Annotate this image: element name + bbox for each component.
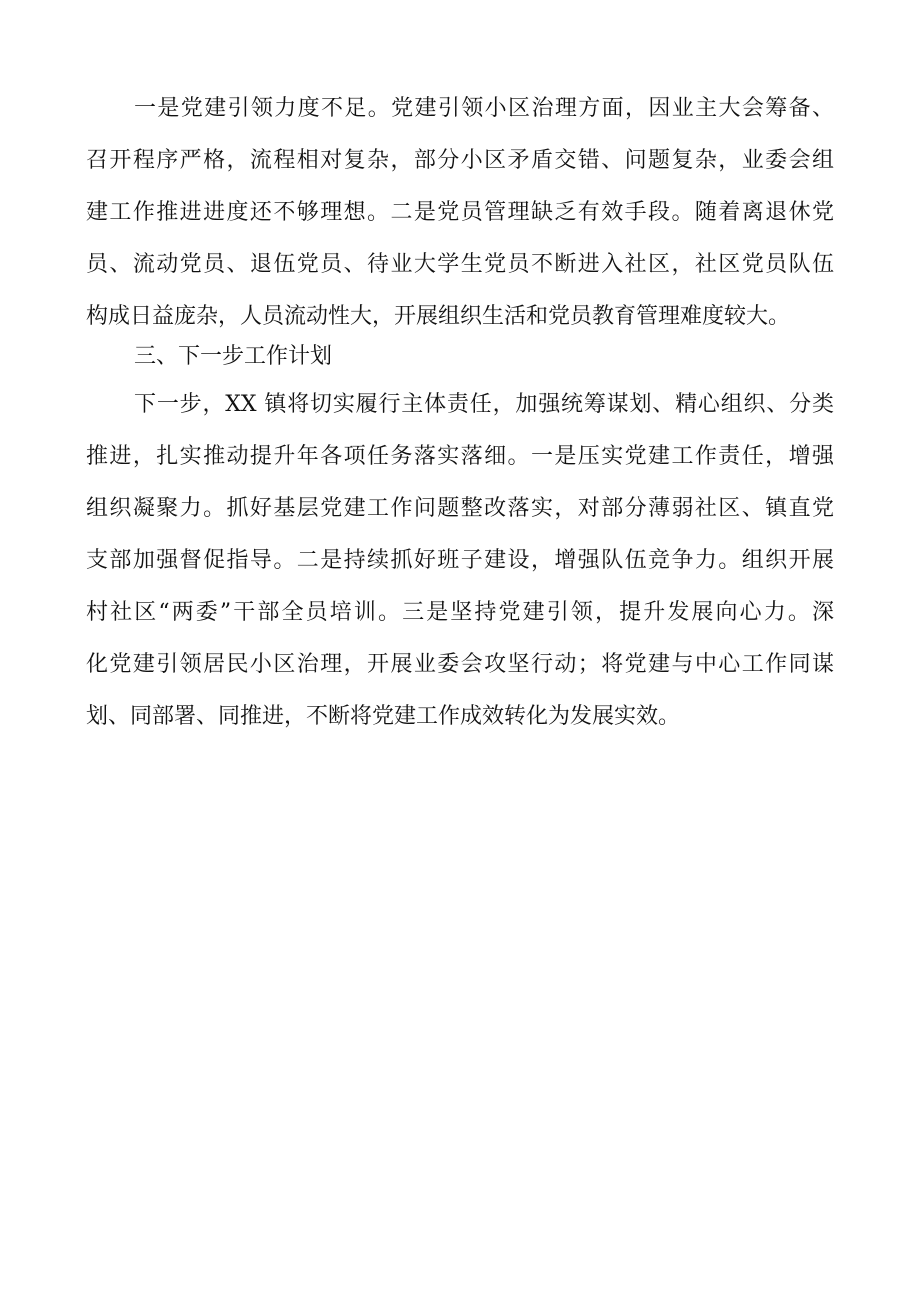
paragraph-line: 村社区“两委”干部全员培训。三是坚持党建引领，提升发展向心力。深 xyxy=(86,600,834,625)
paragraph-line: 召开程序严格，流程相对复杂，部分小区矛盾交错、问题复杂，业委会组 xyxy=(86,148,834,173)
paragraph-line: 下一步，XX 镇将切实履行主体责任，加强统筹谋划、精心组织、分类 xyxy=(134,392,834,417)
section-heading-block xyxy=(86,331,834,383)
paragraph-line: 划、同部署、同推进，不断将党建工作成效转化为发展实效。 xyxy=(86,704,681,729)
paragraph-line: 构成日益庞杂，人员流动性大，开展组织生活和党员教育管理难度较大。 xyxy=(86,304,791,329)
section-heading: 三、下一步工作计划 xyxy=(134,344,333,369)
paragraph-line: 一是党建引领力度不足。党建引领小区治理方面，因业主大会筹备、 xyxy=(134,96,834,121)
paragraph-line: 建工作推进进度还不够理想。二是党员管理缺乏有效手段。随着离退休党 xyxy=(86,200,834,225)
paragraph-line: 化党建引领居民小区治理，开展业委会攻坚行动；将党建与中心工作同谋 xyxy=(86,652,834,677)
paragraph-plan xyxy=(86,379,834,743)
paragraph-line: 支部加强督促指导。二是持续抓好班子建设，增强队伍竞争力。组织开展 xyxy=(86,548,834,573)
paragraph-line: 员、流动党员、退伍党员、待业大学生党员不断进入社区，社区党员队伍 xyxy=(86,252,834,277)
paragraph-line: 推进，扎实推动提升年各项任务落实落细。一是压实党建工作责任，增强 xyxy=(86,444,834,469)
paragraph-problems xyxy=(86,83,834,343)
paragraph-line: 组织凝聚力。抓好基层党建工作问题整改落实，对部分薄弱社区、镇直党 xyxy=(86,496,834,521)
